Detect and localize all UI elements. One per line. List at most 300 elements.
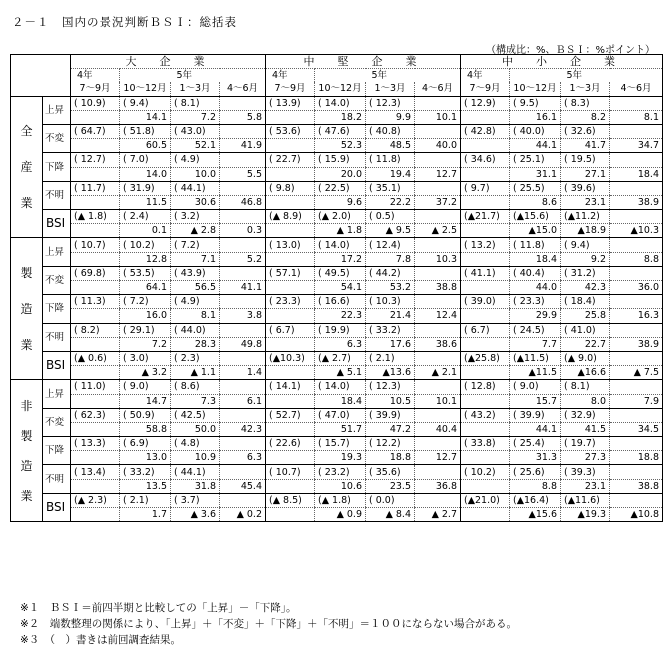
current-value-cell: 41.7 <box>561 139 610 153</box>
previous-value-cell: ( 8.2) <box>71 323 120 337</box>
current-value-cell <box>461 252 510 266</box>
previous-value-cell: ( 13.3) <box>71 437 120 451</box>
previous-value-cell: ( 22.6) <box>266 437 315 451</box>
current-value-cell: 25.8 <box>561 309 610 323</box>
previous-value-cell: ( 40.4) <box>510 266 561 280</box>
previous-value-cell <box>415 210 461 224</box>
row-label: 不明 <box>43 323 71 351</box>
current-value-cell <box>461 479 510 493</box>
current-value-cell: 17.2 <box>315 252 366 266</box>
current-value-cell: ▲11.5 <box>510 366 561 380</box>
current-value-cell: 16.1 <box>510 110 561 124</box>
previous-value-cell <box>610 465 663 479</box>
industry-name-char: 造 <box>20 458 33 473</box>
current-value-cell: 51.7 <box>315 422 366 436</box>
previous-value-cell: ( 23.3) <box>266 295 315 309</box>
previous-value-cell <box>415 238 461 252</box>
previous-value-cell: ( 14.0) <box>315 238 366 252</box>
current-value-cell: 31.1 <box>510 167 561 181</box>
industry-name-cell <box>11 380 43 522</box>
previous-value-cell <box>220 323 266 337</box>
previous-value-cell: ( 12.2) <box>366 437 415 451</box>
current-value-cell <box>461 508 510 522</box>
current-value-cell: 7.2 <box>120 337 171 351</box>
row-label: 上昇 <box>43 380 71 408</box>
previous-value-cell: ( 9.7) <box>461 181 510 195</box>
group-header: 中 堅 企 業 <box>266 55 461 69</box>
current-value-cell: ▲10.8 <box>610 508 663 522</box>
row-label: BSI <box>43 351 71 379</box>
previous-value-cell: ( 4.8) <box>171 437 220 451</box>
current-value-cell: 9.2 <box>561 252 610 266</box>
previous-value-cell <box>220 493 266 507</box>
current-value-cell <box>461 422 510 436</box>
current-value-cell <box>266 281 315 295</box>
current-value-cell: 44.0 <box>510 281 561 295</box>
previous-value-cell: ( 18.4) <box>561 295 610 309</box>
current-value-cell <box>266 479 315 493</box>
current-value-cell: 18.4 <box>315 394 366 408</box>
previous-value-cell: ( 19.9) <box>315 323 366 337</box>
table-row <box>11 451 663 465</box>
previous-value-cell: ( 43.2) <box>461 408 510 422</box>
current-value-cell: 44.1 <box>510 422 561 436</box>
previous-value-cell: ( 40.8) <box>366 124 415 138</box>
previous-value-cell: ( 8.3) <box>561 96 610 110</box>
current-value-cell: 27.1 <box>561 167 610 181</box>
current-value-cell: 34.5 <box>610 422 663 436</box>
previous-value-cell: ( 15.7) <box>315 437 366 451</box>
previous-value-cell: ( 42.5) <box>171 408 220 422</box>
previous-value-cell: ( 12.7) <box>71 153 120 167</box>
previous-value-cell: ( 2.1) <box>120 493 171 507</box>
year-label: 4年 <box>461 69 510 83</box>
row-label: BSI <box>43 493 71 521</box>
current-value-cell: 42.3 <box>561 281 610 295</box>
previous-value-cell: ( 4.9) <box>171 295 220 309</box>
current-value-cell: 18.8 <box>610 451 663 465</box>
previous-value-cell: ( 19.5) <box>561 153 610 167</box>
previous-value-cell: ( 50.9) <box>120 408 171 422</box>
current-value-cell: 38.8 <box>610 479 663 493</box>
page-title: ２－１ 国内の景況判断ＢＳＩ：総括表 <box>12 15 237 29</box>
current-value-cell: ▲ 9.5 <box>366 224 415 238</box>
previous-value-cell: (▲11.2) <box>561 210 610 224</box>
previous-value-cell: ( 35.6) <box>366 465 415 479</box>
previous-value-cell: ( 3.7) <box>171 493 220 507</box>
current-value-cell: 22.3 <box>315 309 366 323</box>
previous-value-cell <box>610 493 663 507</box>
current-value-cell: ▲19.3 <box>561 508 610 522</box>
current-value-cell <box>461 281 510 295</box>
previous-value-cell: ( 4.9) <box>171 153 220 167</box>
previous-value-cell: ( 2.4) <box>120 210 171 224</box>
previous-value-cell: ( 23.2) <box>315 465 366 479</box>
current-value-cell: ▲15.6 <box>510 508 561 522</box>
table-row <box>11 337 663 351</box>
table-row <box>11 96 663 110</box>
current-value-cell: 10.6 <box>315 479 366 493</box>
previous-value-cell <box>610 295 663 309</box>
previous-value-cell: (▲ 8.9) <box>266 210 315 224</box>
current-value-cell <box>71 167 120 181</box>
current-value-cell: ▲ 1.1 <box>171 366 220 380</box>
current-value-cell: 8.1 <box>171 309 220 323</box>
previous-value-cell: ( 3.2) <box>171 210 220 224</box>
previous-value-cell <box>610 408 663 422</box>
period-header: 10～12月 <box>510 82 561 96</box>
previous-value-cell: ( 10.3) <box>366 295 415 309</box>
previous-value-cell <box>415 124 461 138</box>
current-value-cell <box>71 366 120 380</box>
current-value-cell: ▲16.6 <box>561 366 610 380</box>
period-header: 1～3月 <box>561 82 610 96</box>
previous-value-cell <box>610 437 663 451</box>
previous-value-cell: ( 9.4) <box>561 238 610 252</box>
current-value-cell: ▲ 0.2 <box>220 508 266 522</box>
previous-value-cell <box>220 295 266 309</box>
previous-value-cell: ( 15.9) <box>315 153 366 167</box>
previous-value-cell: ( 31.2) <box>561 266 610 280</box>
current-value-cell: 38.8 <box>415 281 461 295</box>
current-value-cell: 53.2 <box>366 281 415 295</box>
current-value-cell: 40.4 <box>415 422 461 436</box>
current-value-cell: 14.7 <box>120 394 171 408</box>
previous-value-cell <box>610 323 663 337</box>
previous-value-cell: ( 11.0) <box>71 380 120 394</box>
current-value-cell: 56.5 <box>171 281 220 295</box>
current-value-cell <box>266 110 315 124</box>
previous-value-cell <box>610 266 663 280</box>
table-row <box>11 238 663 252</box>
table-row <box>11 309 663 323</box>
previous-value-cell <box>610 96 663 110</box>
previous-value-cell: ( 25.1) <box>510 153 561 167</box>
current-value-cell: ▲ 7.5 <box>610 366 663 380</box>
current-value-cell: 38.9 <box>610 337 663 351</box>
current-value-cell: 0.3 <box>220 224 266 238</box>
period-header: 7～9月 <box>266 82 315 96</box>
table-row <box>11 394 663 408</box>
row-label: 不変 <box>43 266 71 294</box>
previous-value-cell <box>415 351 461 365</box>
previous-value-cell: ( 32.9) <box>561 408 610 422</box>
previous-value-cell <box>220 181 266 195</box>
industry-name-char: 製 <box>20 428 33 443</box>
previous-value-cell <box>415 181 461 195</box>
current-value-cell: 52.3 <box>315 139 366 153</box>
table-row <box>11 281 663 295</box>
previous-value-cell: ( 64.7) <box>71 124 120 138</box>
current-value-cell <box>461 139 510 153</box>
previous-value-cell: ( 0.0) <box>366 493 415 507</box>
current-value-cell: 37.2 <box>415 195 461 209</box>
year-label: 4年 <box>71 69 120 83</box>
current-value-cell: ▲ 3.2 <box>120 366 171 380</box>
current-value-cell <box>71 451 120 465</box>
previous-value-cell: (▲16.4) <box>510 493 561 507</box>
previous-value-cell: (▲ 1.8) <box>71 210 120 224</box>
current-value-cell: 7.8 <box>366 252 415 266</box>
period-header: 4～6月 <box>610 82 663 96</box>
current-value-cell <box>461 195 510 209</box>
current-value-cell <box>71 508 120 522</box>
previous-value-cell <box>220 210 266 224</box>
previous-value-cell: ( 12.4) <box>366 238 415 252</box>
table-row <box>11 380 663 394</box>
table-row <box>11 110 663 124</box>
previous-value-cell: (▲21.7) <box>461 210 510 224</box>
previous-value-cell: ( 14.1) <box>266 380 315 394</box>
current-value-cell <box>266 252 315 266</box>
previous-value-cell: (▲11.6) <box>561 493 610 507</box>
previous-value-cell: (▲ 8.5) <box>266 493 315 507</box>
previous-value-cell <box>415 493 461 507</box>
previous-value-cell <box>610 124 663 138</box>
current-value-cell: 8.0 <box>561 394 610 408</box>
current-value-cell <box>71 281 120 295</box>
current-value-cell: 0.1 <box>120 224 171 238</box>
current-value-cell: 8.8 <box>610 252 663 266</box>
previous-value-cell <box>220 408 266 422</box>
current-value-cell <box>461 394 510 408</box>
current-value-cell: 14.1 <box>120 110 171 124</box>
industry-name-char: 業 <box>20 196 33 210</box>
previous-value-cell <box>610 210 663 224</box>
previous-value-cell: ( 2.1) <box>366 351 415 365</box>
current-value-cell: 52.1 <box>171 139 220 153</box>
current-value-cell: ▲ 2.7 <box>415 508 461 522</box>
current-value-cell: 10.1 <box>415 394 461 408</box>
current-value-cell: 10.5 <box>366 394 415 408</box>
previous-value-cell: (▲21.0) <box>461 493 510 507</box>
previous-value-cell: ( 39.3) <box>561 465 610 479</box>
previous-value-cell: ( 53.5) <box>120 266 171 280</box>
current-value-cell: 36.8 <box>415 479 461 493</box>
previous-value-cell: ( 14.0) <box>315 96 366 110</box>
previous-value-cell: ( 11.7) <box>71 181 120 195</box>
previous-value-cell: ( 7.0) <box>120 153 171 167</box>
current-value-cell: 64.1 <box>120 281 171 295</box>
previous-value-cell <box>220 96 266 110</box>
year-label: 5年 <box>176 70 193 82</box>
row-label: 不明 <box>43 181 71 209</box>
previous-value-cell: ( 8.6) <box>171 380 220 394</box>
unit-note: （構成比：%、ＢＳＩ：%ポイント） <box>485 45 655 56</box>
current-value-cell: 20.0 <box>315 167 366 181</box>
current-value-cell: 41.1 <box>220 281 266 295</box>
previous-value-cell: ( 8.1) <box>561 380 610 394</box>
corner-cell <box>11 55 71 97</box>
current-value-cell <box>266 309 315 323</box>
industry-name-char: 造 <box>20 301 33 316</box>
current-value-cell: 10.3 <box>415 252 461 266</box>
row-label: BSI <box>43 210 71 238</box>
current-value-cell: 12.7 <box>415 451 461 465</box>
current-value-cell: 29.9 <box>510 309 561 323</box>
current-value-cell: 28.3 <box>171 337 220 351</box>
previous-value-cell: ( 25.6) <box>510 465 561 479</box>
current-value-cell: 46.8 <box>220 195 266 209</box>
table-row <box>11 139 663 153</box>
previous-value-cell: ( 9.5) <box>510 96 561 110</box>
current-value-cell: 18.8 <box>366 451 415 465</box>
industry-name-cell <box>11 238 43 380</box>
row-label: 不変 <box>43 408 71 436</box>
previous-value-cell <box>610 351 663 365</box>
row-label: 下降 <box>43 153 71 181</box>
previous-value-cell: (▲ 2.0) <box>315 210 366 224</box>
current-value-cell: 42.3 <box>220 422 266 436</box>
previous-value-cell <box>415 323 461 337</box>
table-row <box>11 351 663 365</box>
previous-value-cell: ( 10.7) <box>266 465 315 479</box>
previous-value-cell: ( 57.1) <box>266 266 315 280</box>
previous-value-cell: (▲11.5) <box>510 351 561 365</box>
current-value-cell: 16.3 <box>610 309 663 323</box>
group-header: 中 小 企 業 <box>461 55 663 69</box>
current-value-cell: ▲ 5.1 <box>315 366 366 380</box>
previous-value-cell: ( 49.5) <box>315 266 366 280</box>
current-value-cell <box>71 309 120 323</box>
current-value-cell <box>71 394 120 408</box>
previous-value-cell <box>220 153 266 167</box>
current-value-cell: 44.1 <box>510 139 561 153</box>
previous-value-cell: ( 23.3) <box>510 295 561 309</box>
previous-value-cell: ( 6.7) <box>461 323 510 337</box>
current-value-cell <box>266 451 315 465</box>
year-label: 5年 <box>561 69 663 83</box>
previous-value-cell <box>220 380 266 394</box>
current-value-cell: 16.0 <box>120 309 171 323</box>
current-value-cell <box>461 366 510 380</box>
current-value-cell <box>266 337 315 351</box>
previous-value-cell: ( 13.0) <box>266 238 315 252</box>
current-value-cell <box>266 366 315 380</box>
current-value-cell: 47.2 <box>366 422 415 436</box>
current-value-cell <box>461 167 510 181</box>
previous-value-cell: ( 10.7) <box>71 238 120 252</box>
current-value-cell: 6.1 <box>220 394 266 408</box>
current-value-cell: 54.1 <box>315 281 366 295</box>
previous-value-cell: ( 41.1) <box>461 266 510 280</box>
previous-value-cell: ( 22.5) <box>315 181 366 195</box>
previous-value-cell: ( 13.2) <box>461 238 510 252</box>
current-value-cell: 41.5 <box>561 422 610 436</box>
previous-value-cell: ( 44.1) <box>171 465 220 479</box>
current-value-cell: 41.9 <box>220 139 266 153</box>
current-value-cell: 22.2 <box>366 195 415 209</box>
current-value-cell: ▲ 1.8 <box>315 224 366 238</box>
previous-value-cell: ( 69.8) <box>71 266 120 280</box>
previous-value-cell: (▲ 2.7) <box>315 351 366 365</box>
previous-value-cell: ( 12.8) <box>461 380 510 394</box>
previous-value-cell <box>415 465 461 479</box>
group-header: 大 企 業 <box>71 55 266 69</box>
footnote-2: ※２ 端数整理の関係により、「上昇」＋「不変」＋「下降」＋「不明」＝１００にならない場合がある。 <box>20 618 518 630</box>
previous-value-cell <box>610 181 663 195</box>
previous-value-cell: ( 29.1) <box>120 323 171 337</box>
previous-value-cell <box>220 465 266 479</box>
current-value-cell <box>71 422 120 436</box>
current-value-cell <box>266 224 315 238</box>
footnote-3: ※３ （ ）書きは前回調査結果。 <box>20 634 182 646</box>
previous-value-cell: ( 11.3) <box>71 295 120 309</box>
current-value-cell: 1.4 <box>220 366 266 380</box>
previous-value-cell: ( 33.8) <box>461 437 510 451</box>
current-value-cell <box>71 224 120 238</box>
current-value-cell: 12.7 <box>415 167 461 181</box>
previous-value-cell: ( 41.0) <box>561 323 610 337</box>
table-row <box>11 295 663 309</box>
current-value-cell <box>71 337 120 351</box>
current-value-cell <box>71 252 120 266</box>
current-value-cell: 58.8 <box>120 422 171 436</box>
previous-value-cell: (▲ 9.0) <box>561 351 610 365</box>
previous-value-cell: (▲ 2.3) <box>71 493 120 507</box>
current-value-cell <box>71 139 120 153</box>
industry-name-cell <box>11 96 43 238</box>
current-value-cell <box>266 422 315 436</box>
previous-value-cell: ( 9.0) <box>510 380 561 394</box>
previous-value-cell: ( 24.5) <box>510 323 561 337</box>
current-value-cell: ▲ 2.5 <box>415 224 461 238</box>
table-row <box>11 124 663 138</box>
table-row <box>11 323 663 337</box>
previous-value-cell: ( 8.1) <box>171 96 220 110</box>
table-row <box>11 422 663 436</box>
row-label: 下降 <box>43 437 71 465</box>
table-row <box>11 508 663 522</box>
previous-value-cell: ( 10.2) <box>120 238 171 252</box>
current-value-cell <box>461 110 510 124</box>
previous-value-cell: ( 43.0) <box>171 124 220 138</box>
previous-value-cell: (▲15.6) <box>510 210 561 224</box>
current-value-cell: ▲18.9 <box>561 224 610 238</box>
previous-value-cell <box>610 238 663 252</box>
previous-value-cell: ( 7.2) <box>171 238 220 252</box>
current-value-cell: ▲ 0.9 <box>315 508 366 522</box>
table-row <box>11 266 663 280</box>
current-value-cell <box>461 337 510 351</box>
current-value-cell: ▲ 8.4 <box>366 508 415 522</box>
table-row <box>11 210 663 224</box>
previous-value-cell: ( 11.8) <box>510 238 561 252</box>
current-value-cell: 8.8 <box>510 479 561 493</box>
previous-value-cell <box>220 124 266 138</box>
previous-value-cell: ( 25.5) <box>510 181 561 195</box>
row-label: 不変 <box>43 124 71 152</box>
footnotes <box>20 600 517 648</box>
previous-value-cell <box>415 380 461 394</box>
current-value-cell: 8.6 <box>510 195 561 209</box>
current-value-cell: 23.1 <box>561 479 610 493</box>
current-value-cell: 18.4 <box>610 167 663 181</box>
previous-value-cell: ( 16.6) <box>315 295 366 309</box>
table-row <box>11 181 663 195</box>
period-header: 10～12月 <box>315 82 366 96</box>
current-value-cell: 40.0 <box>415 139 461 153</box>
current-value-cell: 23.5 <box>366 479 415 493</box>
table-row <box>11 167 663 181</box>
current-value-cell: 15.7 <box>510 394 561 408</box>
current-value-cell <box>266 195 315 209</box>
previous-value-cell: ( 52.7) <box>266 408 315 422</box>
row-label: 不明 <box>43 465 71 493</box>
period-header: 7～9月 <box>71 82 120 96</box>
current-value-cell: 9.9 <box>366 110 415 124</box>
current-value-cell <box>266 508 315 522</box>
